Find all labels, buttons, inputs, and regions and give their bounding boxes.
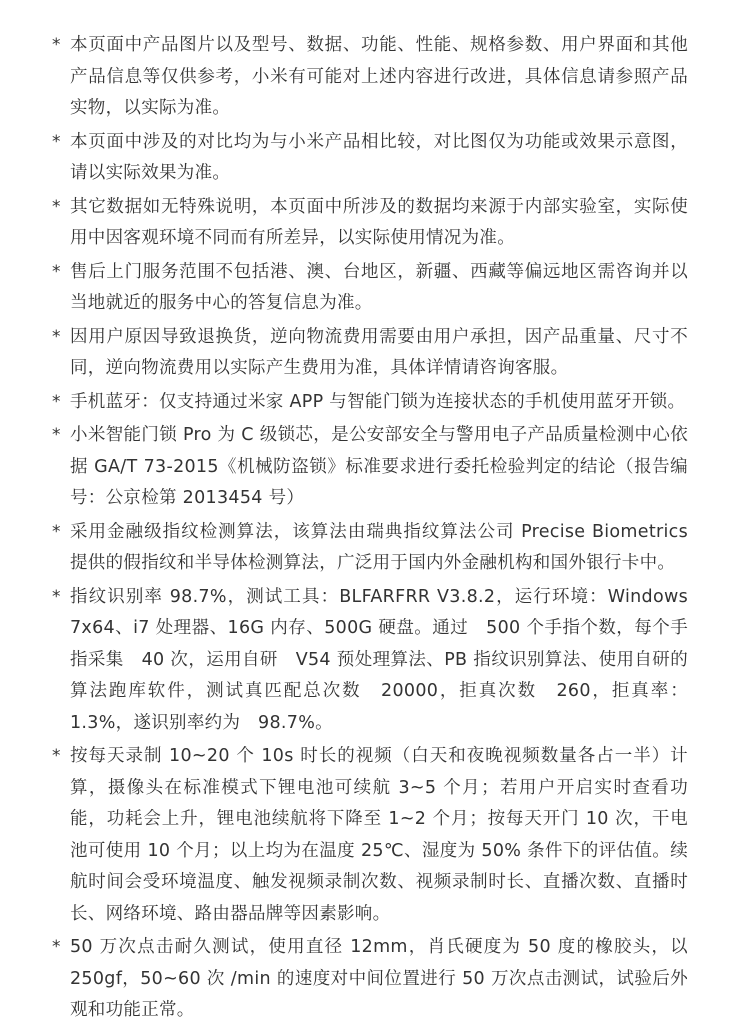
note-text: 其它数据如无特殊说明，本页面中所涉及的数据均来源于内部实验室，实际使用中因客观环境不同而有所差异，以实际使用情况为准。 xyxy=(70,196,688,248)
bullet-mark: * xyxy=(52,391,61,412)
disclaimer-notes xyxy=(0,30,750,1029)
note-item xyxy=(0,127,750,190)
bullet-mark: * xyxy=(52,35,61,55)
note-item xyxy=(0,192,750,255)
bullet-mark: * xyxy=(52,937,61,957)
bullet-mark: * xyxy=(52,425,61,445)
bullet-mark: * xyxy=(52,326,61,347)
note-item xyxy=(0,30,750,125)
note-text: 采用金融级指纹检测算法，该算法由瑞典指纹算法公司 Precise Biometrics 提供的假指纹和半导体检测算法，广泛用于国内外金融机构和国外银行卡中。 xyxy=(70,521,688,573)
note-text: 因用户原因导致退换货，逆向物流费用需要由用户承担，因产品重量、尺寸不同，逆向物流费用以实际产生费用为准，具体详情请咨询客服。 xyxy=(70,326,688,378)
bullet-mark: * xyxy=(52,521,61,542)
note-text: 50 万次点击耐久测试，使用直径 12mm，肖氏硬度为 50 度的橡胶头，以 250gf，50~60 次 /min 的速度对中间位置进行 50 万次点击测试，试验后外观和功能正常。 xyxy=(70,937,688,1020)
note-text: 本页面中涉及的对比均为与小米产品相比较，对比图仅为功能或效果示意图，请以实际效果为准。 xyxy=(70,131,688,183)
note-text: 本页面中产品图片以及型号、数据、功能、性能、规格参数、用户界面和其他产品信息等仅供参考，小米有可能对上述内容进行改进，具体信息请参照产品实物，以实际为准。 xyxy=(70,35,688,118)
note-item xyxy=(0,420,750,515)
note-item xyxy=(0,582,750,740)
note-text: 小米智能门锁 Pro 为 C 级锁芯，是公安部安全与警用电子产品质量检测中心依据 GA/T 73-2015《机械防盗锁》标准要求进行委托检验判定的结论（报告编号：公京检第 2013454 号） xyxy=(70,425,688,508)
note-item xyxy=(0,322,750,385)
note-item xyxy=(0,387,750,419)
bullet-mark: * xyxy=(52,261,61,282)
note-text: 指纹识别率 98.7%，测试工具：BLFARFRR V3.8.2，运行环境：Windows 7x64、i7 处理器、16G 内存、500G 硬盘。通过 500 个手指个数，每个手指采集 40 次，运用自研 V54 预处理算法、PB 指纹识别算法、使用自研的算法跑库软件，测试真匹配总次数 20000，拒真次数 260，拒真率：1.3%，遂识别率约为 98.7%。 xyxy=(70,586,688,733)
note-item xyxy=(0,741,750,930)
note-item xyxy=(0,932,750,1027)
note-text: 按每天录制 10~20 个 10s 时长的视频（白天和夜晚视频数量各占一半）计算，摄像头在标准模式下锂电池可续航 3~5 个月；若用户开启实时查看功能，功耗会上升，锂电池续航将下降至 1~2 个月；按每天开门 10 次，干电池可使用 10 个月；以上均为在温度 25℃、湿度为 50% 条件下的评估值。续航时间会受环境温度、触发视频录制次数、视频录制时长、直播次数、直播时长、网络环境、路由器品牌等因素影响。 xyxy=(70,746,688,924)
note-item xyxy=(0,257,750,320)
note-item xyxy=(0,517,750,580)
bullet-mark: * xyxy=(52,746,61,766)
note-text: 售后上门服务范围不包括港、澳、台地区，新疆、西藏等偏远地区需咨询并以当地就近的服务中心的答复信息为准。 xyxy=(70,261,688,313)
bullet-mark: * xyxy=(52,196,61,217)
bullet-mark: * xyxy=(52,586,61,607)
bullet-mark: * xyxy=(52,131,61,152)
note-text: 手机蓝牙：仅支持通过米家 APP 与智能门锁为连接状态的手机使用蓝牙开锁。 xyxy=(70,391,686,412)
